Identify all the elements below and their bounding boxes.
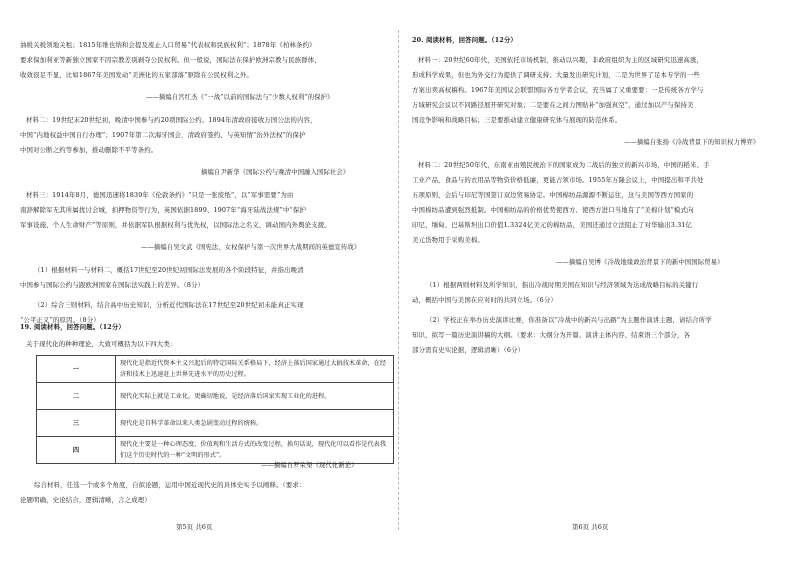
row-number: 四 (37, 437, 116, 464)
table-row (37, 356, 394, 383)
page-divider (398, 30, 399, 530)
text-line: 南辞解除军无其所属扰讨会城，扣押物资等行为，英国依据1899、1907年“海牙陆战法规”中“保护 (20, 206, 306, 214)
table-row (37, 383, 394, 410)
text-line: 中国“内地权益中国自行办理”；1907年第二次海牙国会，清政府签约、与英知情“治外法权”的保护 (20, 131, 306, 139)
source-citation: ——摘编自罗荣渠《现代化新论》 (261, 462, 358, 469)
text-line: 印尼、缅甸、巴基斯坦出口价值1.3324亿美元的棉纺品，美国还通过立法阻止了对华输出3.31亿 (412, 221, 693, 229)
page-6 (404, 0, 794, 565)
text-line: 收效很足不显，比如1867年美国发动“美洲化的五家部落”驱除在公民权利之外。 (20, 71, 253, 79)
material-2-line: 材料二：20世纪50年代，东南亚由殖民统治下的国家成为二战后的独立的新兴市场，中国的稻米、手 (418, 161, 710, 169)
source-citation: 摘编自尹新华《国际公约与晚清中国融入国际社会》 (201, 169, 350, 176)
text-line: 万域研究会议以不同路径展开研究对象；二是要在之间力图贴补“加强真空”，通过加以产与保持美 (412, 101, 694, 109)
material-3-line: 材料三：1914年8月，德国迅速将1839年《伦敦条约》“只是一张废纸”，以“军事需要”为由 (26, 191, 294, 199)
text-line: 中国参与国际公约与跟欧洲国家在国际法实践上的差异。（8分） (20, 281, 205, 289)
row-number: 三 (37, 410, 116, 437)
text-line: 论题明确，史论结合，逻辑清晰，言之成理） (20, 496, 151, 504)
text-line: “公平正义”的原因。（8分） (20, 316, 100, 324)
page-footer: 第5页 共6页 (176, 523, 213, 531)
text-line: 中国棉纺品遭到强烈抵制。中国棉纺品的价格优势使西方、使西方进口当地有了“美棉计划”模式向 (412, 206, 694, 214)
row-text: 现代化是自科学革命以来人类急剧变动过程的统称。 (116, 410, 394, 437)
source-citation: ——摘编自张扬《冷战背景下的知识权力博弈》 (624, 139, 760, 146)
modernization-table (36, 355, 394, 464)
question-20-title: 20. 阅读材料，回答问题。（12分） (412, 36, 517, 44)
row-number: 一 (37, 356, 116, 383)
row-text: 现代化实际上就是工业化，更确切地说，是经济落后国家实现工业化的进程。 (116, 383, 394, 410)
text-line: 中国对公断之约等参加，推动删除不平等条约。 (20, 146, 158, 154)
question-1: （1）根据材料一与材料二，概括17世纪至20世纪初国际法发展的各个阶段特征，并指出晚清 (34, 266, 304, 274)
text-line: 动，概括中国与美国在应对时的共同立场。（6分） (412, 296, 557, 304)
text-line: 油税关税领地关租；1815年维也纳和会提及废止人口贸易“代表权和民族权利”；1878年《柏林条约》 (20, 41, 316, 49)
question-19-prompt: 综合材料，任选一个或多个角度，自拟论题，运用中国近现代史的具体史实予以阐释。（要求： (34, 481, 306, 489)
page-5 (6, 0, 396, 565)
question-2: （2）综合三则材料，结合高中历史知识，分析近代国际法在17世纪至20世纪初未能真正实现 (34, 301, 304, 309)
question-1: （1）根据两则材料及所学知识，指出冷战时期美国在知识与经济领域为达成战略目标的关键行 (426, 281, 699, 289)
page-footer: 第6页 共6页 (572, 523, 609, 531)
text-line: 军事设施、个人生命财产”等原则，并依据军队根据权利与优先权，以国际法之名义，调动国内外舆论支援。 (20, 221, 331, 229)
text-line: 国竞争影响和战略目标；三是要推动建立健康研究体与展现的防范体系。 (412, 116, 622, 124)
text-line: 方案出卖高权稿构。1967年美国议会联盟国际各方学者会议，充当属了又重要要：一是传统各方学与 (412, 86, 704, 94)
table-row (37, 410, 394, 437)
source-citation: ——摘编自吴博《冷战地缘政治背景下的新中国国际贸易》 (556, 259, 724, 266)
text-line: 知识，拟写一篇历史演讲稿的大纲。（要求：大纲分为开篇、演讲主体内容、结束语三个部分，各 (412, 331, 691, 339)
question-19-title: 19. 阅读材料，回答问题。（12分） (20, 323, 125, 331)
table-intro: 关于现代化的种种理论，大致可概括为以下四大类： (26, 340, 177, 348)
row-text: 现代化是指近代资本主义兴起后的特定国际关系格局下，经济上落后国家通过大搞技术革命，在经济和技术上迅速赶上世界先进水平的历史过程。 (116, 356, 394, 383)
material-1-line: 材料一：20世纪60年代，美国依托市场机制，推动以兴趣、非政府组织为主的区域研究迅速高涨， (418, 56, 704, 64)
question-2: （2）学校正在举办历史演讲比赛，你准备以“冷战中的新兴与出路”为主题作演讲主题，请结合所学 (426, 316, 712, 324)
text-line: 形成科学成果，但也为外交行为提供了调研支持；大量发出研究计划，二是为世界了足本专学的一些 (412, 71, 700, 79)
text-line: 要求保加利亚等新独立国家不因宗教差别剥夺公民权利。但一般说，国际法在保护欧洲宗教与民族群体， (20, 56, 321, 64)
text-line: 五项原则，会后与印尼等国签订双边贸易协定。中国棉纺品源源不断运往，这与美国等西方国家的 (412, 191, 694, 199)
text-line: 美元货物用于采购美棉。 (412, 236, 484, 244)
text-line: 部分需有史实论据，逻辑清晰）（6分） (412, 346, 525, 354)
row-number: 二 (37, 383, 116, 410)
row-text: 现代化主要是一种心理态度、价值观和生活方式的改变过程，换句话说，现代化可以看作是代表我们这个历史时代的一种“文明的形式”。 (116, 437, 394, 464)
material-2-line: 材料二：19世纪末20世纪初，晚清中国参与约20项国际公约。1894年清政府接收万国公法的内容， (26, 116, 317, 124)
source-citation: ——摘编自吴文武《国宪法、女权保护与第一次世界大战期间的英德宣传战》 (141, 244, 361, 251)
text-line: 工业产品，食品与的衣用品等物资价格低廉，更能占领市场。1955年万隆会议上，中国提出和平共处 (412, 176, 704, 184)
source-citation: ——摘编自宫红杰《“一战”以前的国际法与“少数人权利”的保护》 (146, 94, 334, 101)
